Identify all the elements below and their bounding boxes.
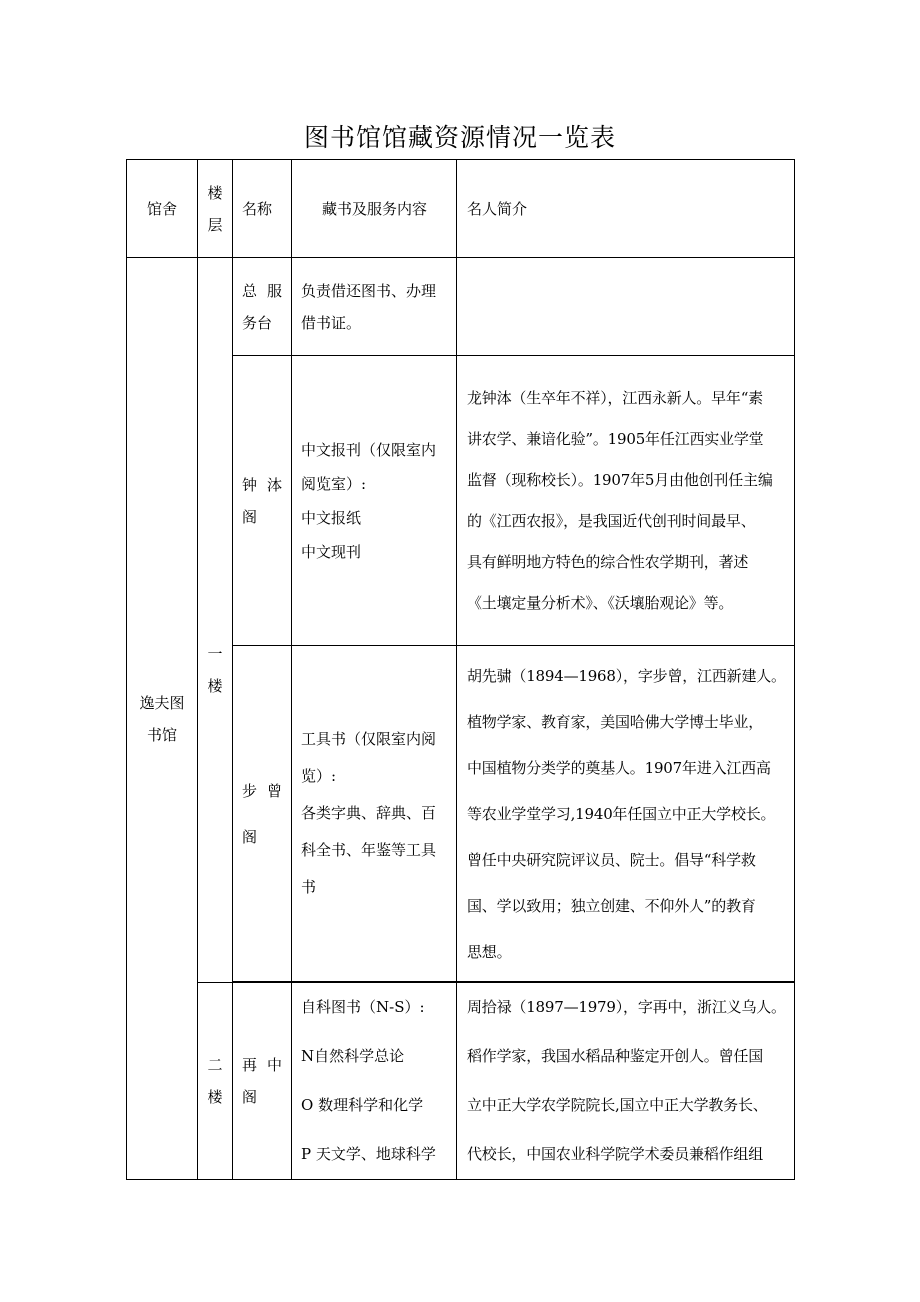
bio-cell-empty [457, 258, 795, 356]
name-line-2: 阁 [242, 507, 258, 526]
bio-line: 植物学家、教育家，美国哈佛大学博士毕业， [467, 712, 764, 731]
header-floor-line-2: 层 [207, 215, 223, 234]
bio-line: 思想。 [467, 942, 512, 961]
bio-line: 《土壤定量分析术》、《沃壤胎观论》等。 [467, 593, 734, 612]
content-line: 中文报纸 [301, 508, 362, 527]
bio-line: 国、学以致用；独立创建、不仰外人”的教育 [467, 896, 756, 915]
content-cell-buzeng [292, 646, 457, 982]
table-row [127, 258, 795, 356]
floor-second-line-1: 二 [207, 1056, 223, 1074]
hall-name-line-1: 逸夫图 [139, 693, 185, 712]
table-row [127, 983, 795, 1180]
content-line: 自科图书（N-S）: [301, 998, 425, 1016]
bio-line: 具有鲜明地方特色的综合性农学期刊，著述 [467, 552, 749, 571]
content-cell-service-desk [292, 258, 457, 356]
content-line: P 天文学、地球科学 [301, 1145, 436, 1163]
bio-line: 曾任中央研究院评议员、院士。倡导“科学救 [467, 850, 756, 869]
content-cell-zhongping [292, 356, 457, 646]
page-title: 图书馆馆藏资源情况一览表 [303, 123, 616, 152]
header-content [292, 160, 457, 258]
content-line: 借书证。 [301, 313, 362, 332]
bio-cell-long-zhongping [457, 356, 795, 646]
content-line: 览）: [301, 767, 337, 785]
content-line: N自然科学总论 [301, 1047, 405, 1065]
bio-line: 立中正大学农学院院长,国立中正大学教务长、 [467, 1096, 768, 1114]
name-line-1: 钟 泍 [242, 475, 282, 494]
header-content-label: 藏书及服务内容 [321, 199, 427, 218]
header-name: 名称 [233, 160, 292, 258]
content-line: O 数理科学和化学 [301, 1096, 424, 1114]
resource-table [126, 159, 795, 1180]
hall-name-line-2: 书馆 [146, 725, 177, 744]
name-line-1: 再 中 [242, 1056, 282, 1074]
floor-first-line-2: 楼 [207, 677, 223, 695]
name-line-2: 务台 [242, 313, 273, 332]
bio-line: 胡先骕（1894—1968），字步曾，江西新建人。 [467, 666, 786, 685]
name-cell-service-desk [233, 258, 292, 356]
bio-line: 中国植物分类学的奠基人。1907年进入江西高 [467, 758, 771, 777]
floor-first-line-1: 一 [207, 645, 223, 663]
bio-cell-hu-xiansu [457, 646, 795, 982]
floor-first-cell [198, 258, 233, 983]
name-cell-buzeng [233, 646, 292, 982]
name-line-1: 总 服 [242, 281, 282, 300]
name-line-2: 阁 [242, 827, 258, 846]
content-line: 科全书、年鉴等工具 [301, 841, 437, 859]
bio-line: 代校长，中国农业科学院学术委员兼稻作组组 [467, 1145, 764, 1163]
content-line: 中文现刊 [301, 542, 362, 561]
bio-line: 讲农学、兼谙化验”。1905年任江西实业学堂 [467, 429, 764, 448]
bio-line: 龙钟泍（生卒年不祥），江西永新人。早年“素 [467, 388, 763, 407]
bio-line: 的《江西农报》，是我国近代创刊时间最早、 [467, 511, 756, 530]
floor-second-line-2: 楼 [207, 1088, 223, 1106]
bio-line: 监督（现称校长）。1907年5月由他创刊任主编 [467, 470, 773, 489]
content-line: 工具书（仅限室内阅 [301, 730, 437, 748]
bio-line: 稻作学家，我国水稻品种鉴定开创人。曾任国 [467, 1047, 764, 1065]
content-line: 各类字典、辞典、百 [301, 804, 437, 822]
name-line-1: 步 曾 [242, 781, 282, 800]
name-line-2: 阁 [242, 1088, 258, 1106]
content-line: 中文报刊（仅限室内 [301, 440, 437, 459]
header-floor-line-1: 楼 [207, 183, 223, 202]
bio-line: 等农业学堂学习,1940年任国立中正大学校长。 [467, 804, 776, 823]
table-header-row [127, 160, 795, 258]
hall-cell [127, 258, 198, 1180]
content-line: 书 [301, 878, 317, 896]
header-hall: 馆舍 [127, 160, 198, 258]
header-bio: 名人简介 [457, 160, 795, 258]
bio-line: 周拾禄（1897—1979），字再中，浙江义乌人。 [467, 998, 786, 1016]
floor-second-cell [198, 983, 233, 1180]
content-line: 负责借还图书、办理 [301, 281, 437, 300]
content-cell-zaizhong [292, 983, 457, 1180]
header-floor [198, 160, 233, 258]
name-cell-zaizhong [233, 983, 292, 1180]
name-cell-zhongping [233, 356, 292, 646]
content-line: 阅览室）: [301, 474, 367, 493]
bio-cell-zhou-shilu [457, 983, 795, 1180]
